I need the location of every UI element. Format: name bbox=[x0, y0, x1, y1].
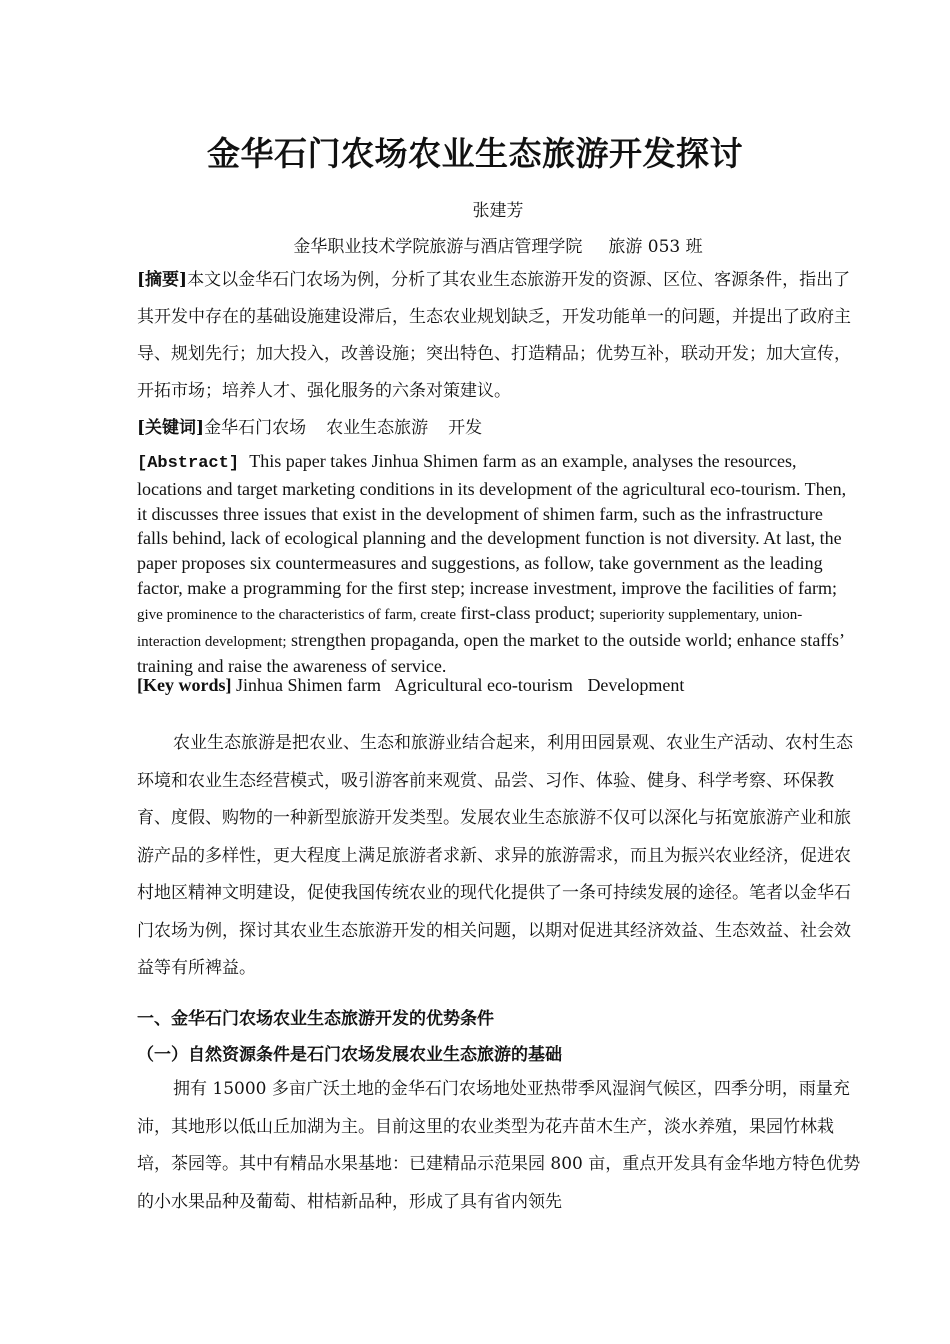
abstract-cn-text: 本文以金华石门农场为例，分析了其农业生态旅游开发的资源、区位、客源条件，指出了其开发中存在的基础设施建设滞后，生态农业规划缺乏，开发功能单一的问题，并提出了政府主导、规划先行；加大投入，改善设施；突出特色、打造精品；优势互补，联动开发；加大宣传，开拓市场；培养人才、强化服务的六条对策建议。 bbox=[137, 270, 851, 401]
abstract-en-label: [Abstract] bbox=[137, 454, 240, 473]
chinese-abstract bbox=[137, 262, 857, 410]
abstract-en-text-a: This paper takes Jinhua Shimen farm as an example, analyses the resources, locations and target marketing conditions in its development of the agricultural eco-tourism. Then, it discusses three issues that exist in the development of shimen farm, such as the infrastructure falls behind, lack of ecological planning and the development function is not diversity. At last, the paper proposes six countermeasures and suggestions, as follow, take government as the leading factor, make a programming for the first step; increase investment, improve the facilities of farm; bbox=[137, 451, 847, 598]
paper-title: 金华石门农场农业生态旅游开发探讨 bbox=[207, 134, 743, 173]
abstract-en-text-d: superiority supplementary, union-interaction development; bbox=[137, 606, 803, 650]
abstract-en-text-b: give prominence to the characteristics of farm, create bbox=[137, 606, 457, 623]
keyword-cn-item: 金华石门农场 bbox=[204, 418, 307, 438]
subsection-heading: （一）自然资源条件是石门农场发展农业生态旅游的基础 bbox=[137, 1045, 562, 1065]
english-abstract bbox=[137, 449, 857, 679]
author-affiliation bbox=[0, 232, 950, 257]
section-heading: 一、金华石门农场农业生态旅游开发的优势条件 bbox=[137, 1009, 494, 1029]
intro-paragraph: 农业生态旅游是把农业、生态和旅游业结合起来，利用田园景观、农业生产活动、农村生态环境和农业生态经营模式，吸引游客前来观赏、品尝、习作、体验、健身、科学考察、环保教育、度假、购物的一种新型旅游开发类型。发展农业生态旅游不仅可以深化与拓宽旅游产业和旅游产品的多样性，更大程度上满足旅游者求新、求异的旅游需求，而且为振兴农业经济，促进农村地区精神文明建设，促使我国传统农业的现代化提供了一条可持续发展的途径。笔者以金华石门农场为例，探讨其农业生态旅游开发的相关问题，以期对促进其经济效益、生态效益、社会效益等有所裨益。 bbox=[137, 733, 853, 978]
affiliation-school: 金华职业技术学院旅游与酒店管理学院 bbox=[293, 237, 583, 257]
keyword-en-item: Agricultural eco-tourism bbox=[394, 675, 573, 695]
english-keywords bbox=[137, 673, 857, 698]
affiliation-class: 旅游 053 班 bbox=[608, 237, 703, 257]
section-paragraph: 拥有 15000 多亩广沃土地的金华石门农场地处亚热带季风湿润气候区，四季分明，雨量充沛，其地形以低山丘加湖为主。目前这里的农业类型为花卉苗木生产，淡水养殖，果园竹林栽培，茶园等。其中有精品水果基地：已建精品示范果园 800 亩，重点开发具有金华地方特色优势的小水果品种及葡萄、柑桔新品种，形成了具有省内领先 bbox=[137, 1079, 861, 1212]
author-name: 张建芳 bbox=[472, 201, 524, 221]
keyword-cn-item: 农业生态旅游 bbox=[326, 418, 429, 438]
keyword-en-item: Jinhua Shimen farm bbox=[235, 675, 381, 695]
keyword-cn-item: 开发 bbox=[448, 418, 483, 438]
chinese-keywords bbox=[137, 410, 857, 447]
keywords-en-label: [Key words] bbox=[137, 675, 232, 695]
abstract-cn-label: [摘要] bbox=[137, 270, 188, 290]
keyword-en-item: Development bbox=[587, 675, 685, 695]
abstract-en-text-e: strengthen propaganda, open the market to the outside world; enhance staffs’ training and raise the awareness of service. bbox=[137, 629, 844, 677]
abstract-en-text-c: first-class product; bbox=[460, 602, 595, 623]
keywords-cn-label: [关键词] bbox=[137, 418, 205, 438]
